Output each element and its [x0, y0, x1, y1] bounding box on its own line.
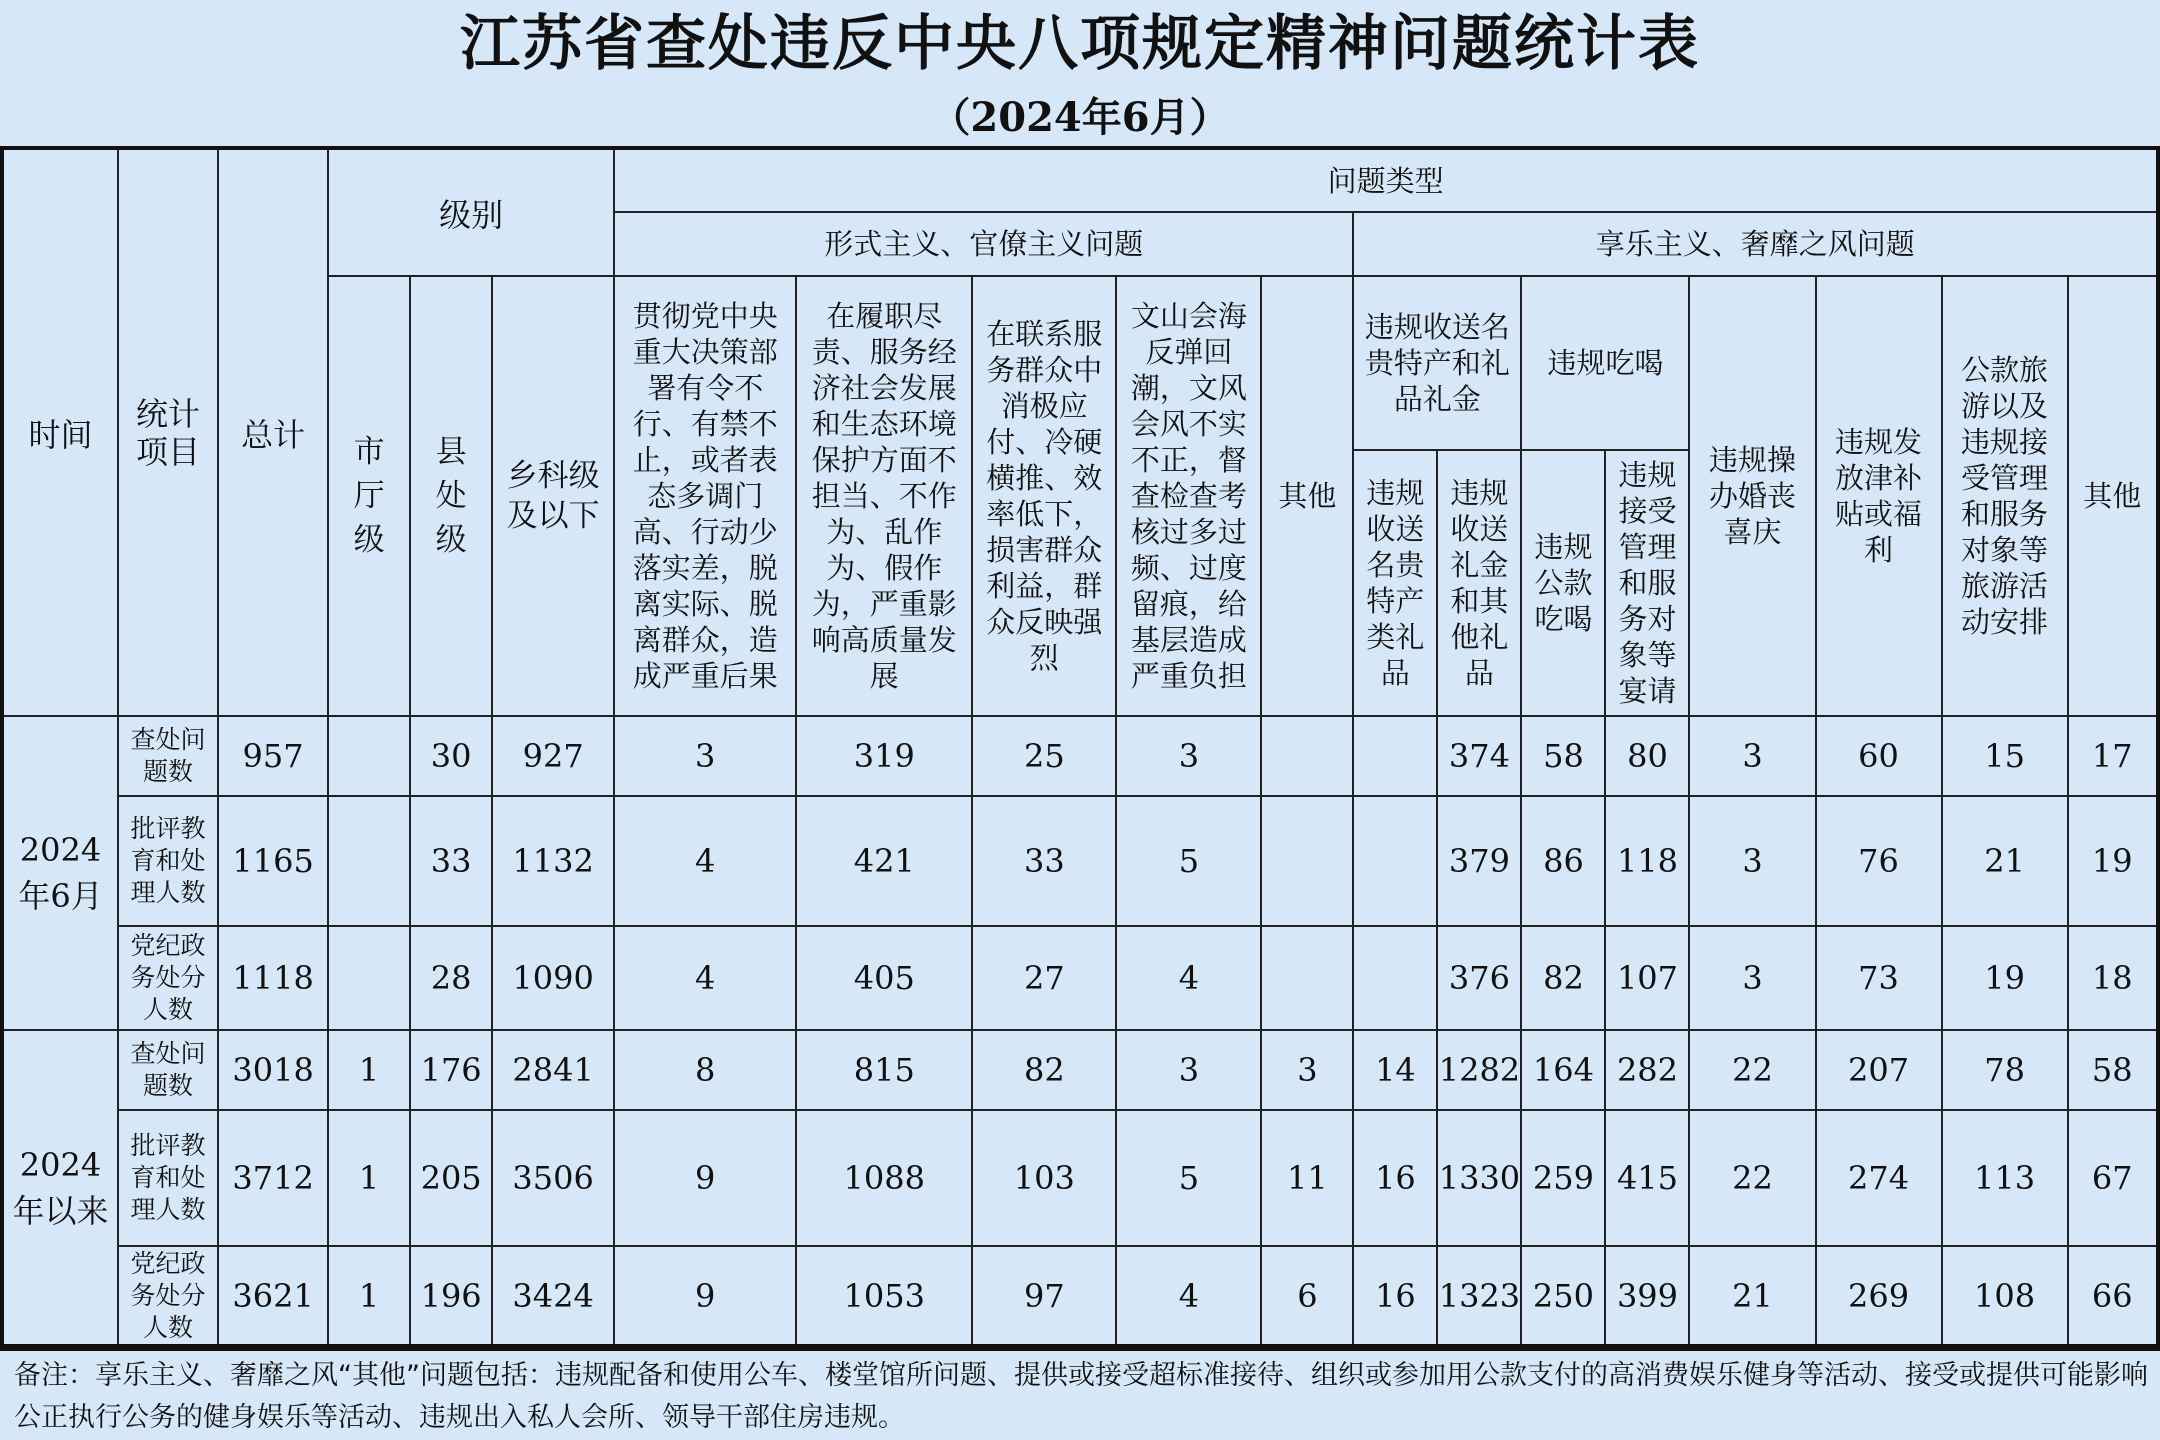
cell: 4 — [614, 926, 796, 1030]
cell: 269 — [1816, 1246, 1942, 1346]
header-f4: 文山会海反弹回潮，文风会风不实不正，督查检查考核过多过频、过度留痕，给基层造成严重负担 — [1116, 276, 1261, 716]
cell-total: 3018 — [218, 1030, 328, 1110]
row-item: 查处问题数 — [118, 716, 218, 796]
cell: 97 — [972, 1246, 1116, 1346]
cell: 60 — [1816, 716, 1942, 796]
cell: 421 — [796, 796, 972, 926]
row-item: 批评教育和处理人数 — [118, 1110, 218, 1246]
cell — [1353, 796, 1437, 926]
cell: 118 — [1605, 796, 1689, 926]
cell: 19 — [1942, 926, 2068, 1030]
cell: 80 — [1605, 716, 1689, 796]
page-title: 江苏省查处违反中央八项规定精神问题统计表 — [460, 9, 1700, 79]
header-eat2: 违规接受管理和服务对象等宴请 — [1605, 450, 1689, 716]
cell: 3506 — [492, 1110, 614, 1246]
cell: 30 — [410, 716, 492, 796]
cell: 4 — [1116, 926, 1261, 1030]
header-time: 时间 — [2, 148, 118, 716]
cell: 82 — [1521, 926, 1605, 1030]
header-f5: 其他 — [1261, 276, 1353, 716]
cell: 3 — [1116, 1030, 1261, 1110]
cell — [1353, 926, 1437, 1030]
cell-total: 1118 — [218, 926, 328, 1030]
cell: 16 — [1353, 1246, 1437, 1346]
cell: 18 — [2068, 926, 2158, 1030]
header-level: 级别 — [328, 148, 614, 276]
table-row — [2, 716, 2158, 796]
cell: 67 — [2068, 1110, 2158, 1246]
cell: 9 — [614, 1246, 796, 1346]
cell: 28 — [410, 926, 492, 1030]
cell: 1 — [328, 1246, 410, 1346]
cell: 176 — [410, 1030, 492, 1110]
table-row — [2, 796, 2158, 926]
cell: 4 — [614, 796, 796, 926]
header-gift1: 违规收送名贵特产类礼品 — [1353, 450, 1437, 716]
header-wedding: 违规操办婚丧喜庆 — [1689, 276, 1815, 716]
header-item: 统计项目 — [118, 148, 218, 716]
cell: 1088 — [796, 1110, 972, 1246]
cell: 379 — [1437, 796, 1521, 926]
cell: 82 — [972, 1030, 1116, 1110]
header-subsidy: 违规发放津补贴或福利 — [1816, 276, 1942, 716]
cell: 207 — [1816, 1030, 1942, 1110]
header-level-township: 乡科级及以下 — [492, 276, 614, 716]
cell: 282 — [1605, 1030, 1689, 1110]
cell: 405 — [796, 926, 972, 1030]
cell: 19 — [2068, 796, 2158, 926]
header-eat: 违规吃喝 — [1521, 276, 1689, 450]
cell: 14 — [1353, 1030, 1437, 1110]
table-row — [2, 926, 2158, 1030]
cell: 15 — [1942, 716, 2068, 796]
cell: 108 — [1942, 1246, 2068, 1346]
cell: 164 — [1521, 1030, 1605, 1110]
header-f3: 在联系服务群众中消极应付、冷硬横推、效率低下，损害群众利益，群众反映强烈 — [972, 276, 1116, 716]
cell: 5 — [1116, 796, 1261, 926]
cell-total: 3621 — [218, 1246, 328, 1346]
header-level-city: 市厅级 — [328, 276, 410, 716]
header-level-county: 县处级 — [410, 276, 492, 716]
header-hedonism: 享乐主义、奢靡之风问题 — [1353, 212, 2158, 276]
cell: 3 — [1261, 1030, 1353, 1110]
cell: 3424 — [492, 1246, 614, 1346]
cell: 27 — [972, 926, 1116, 1030]
cell: 113 — [1942, 1110, 2068, 1246]
header-f2: 在履职尽责、服务经济社会发展和生态环境保护方面不担当、不作为、乱作为、假作为，严重影响高质量发展 — [796, 276, 972, 716]
row-item: 党纪政务处分人数 — [118, 926, 218, 1030]
header-gift2: 违规收送礼金和其他礼品 — [1437, 450, 1521, 716]
row-item: 查处问题数 — [118, 1030, 218, 1110]
header-f1: 贯彻党中央重大决策部署有令不行、有禁不止，或者表态多调门高、行动少落实差，脱离实际、脱离群众，造成严重后果 — [614, 276, 796, 716]
period-cell: 2024年以来 — [2, 1030, 118, 1346]
page-subtitle: （2024年6月） — [930, 94, 1230, 141]
header-problem-type: 问题类型 — [614, 148, 2158, 212]
cell: 107 — [1605, 926, 1689, 1030]
cell — [328, 796, 410, 926]
cell: 73 — [1816, 926, 1942, 1030]
cell: 3 — [614, 716, 796, 796]
cell: 8 — [614, 1030, 796, 1110]
cell: 3 — [1116, 716, 1261, 796]
cell: 399 — [1605, 1246, 1689, 1346]
cell: 3 — [1689, 796, 1815, 926]
cell: 25 — [972, 716, 1116, 796]
header-total: 总计 — [218, 148, 328, 716]
footnote: 备注：享乐主义、奢靡之风“其他”问题包括：违规配备和使用公车、楼堂馆所问题、提供或接受超标准接待、组织或参加用公款支付的高消费娱乐健身等活动、接受或提供可能影响公正执行公务的健身娱乐等活动、违规出入私人会所、领导干部住房违规。 — [0, 1348, 2160, 1440]
cell: 33 — [410, 796, 492, 926]
cell-total: 957 — [218, 716, 328, 796]
cell — [1261, 716, 1353, 796]
cell — [1353, 716, 1437, 796]
table-row — [2, 1246, 2158, 1346]
cell: 274 — [1816, 1110, 1942, 1246]
cell: 415 — [1605, 1110, 1689, 1246]
cell: 17 — [2068, 716, 2158, 796]
cell: 259 — [1521, 1110, 1605, 1246]
header-other: 其他 — [2068, 276, 2158, 716]
header-formalism: 形式主义、官僚主义问题 — [614, 212, 1353, 276]
cell: 2841 — [492, 1030, 614, 1110]
cell: 205 — [410, 1110, 492, 1246]
cell: 76 — [1816, 796, 1942, 926]
cell: 1323 — [1437, 1246, 1521, 1346]
row-item: 批评教育和处理人数 — [118, 796, 218, 926]
cell: 33 — [972, 796, 1116, 926]
row-item: 党纪政务处分人数 — [118, 1246, 218, 1346]
cell: 1 — [328, 1110, 410, 1246]
cell: 1053 — [796, 1246, 972, 1346]
cell: 11 — [1261, 1110, 1353, 1246]
header-travel: 公款旅游以及违规接受管理和服务对象等旅游活动安排 — [1942, 276, 2068, 716]
cell: 927 — [492, 716, 614, 796]
cell: 250 — [1521, 1246, 1605, 1346]
cell: 6 — [1261, 1246, 1353, 1346]
cell: 319 — [796, 716, 972, 796]
cell: 86 — [1521, 796, 1605, 926]
cell: 1 — [328, 1030, 410, 1110]
cell: 5 — [1116, 1110, 1261, 1246]
cell — [1261, 926, 1353, 1030]
cell: 66 — [2068, 1246, 2158, 1346]
cell: 374 — [1437, 716, 1521, 796]
cell: 78 — [1942, 1030, 2068, 1110]
cell — [1261, 796, 1353, 926]
cell-total: 1165 — [218, 796, 328, 926]
statistics-table — [0, 146, 2160, 1348]
cell — [328, 716, 410, 796]
cell: 1090 — [492, 926, 614, 1030]
cell: 21 — [1942, 796, 2068, 926]
cell: 21 — [1689, 1246, 1815, 1346]
cell: 1330 — [1437, 1110, 1521, 1246]
cell: 376 — [1437, 926, 1521, 1030]
cell: 1282 — [1437, 1030, 1521, 1110]
period-cell: 2024年6月 — [2, 716, 118, 1030]
cell: 58 — [2068, 1030, 2158, 1110]
cell: 3 — [1689, 716, 1815, 796]
header-eat1: 违规公款吃喝 — [1521, 450, 1605, 716]
cell: 815 — [796, 1030, 972, 1110]
cell: 1132 — [492, 796, 614, 926]
table-row — [2, 1110, 2158, 1246]
cell: 196 — [410, 1246, 492, 1346]
cell — [328, 926, 410, 1030]
header-gift: 违规收送名贵特产和礼品礼金 — [1353, 276, 1521, 450]
cell: 22 — [1689, 1030, 1815, 1110]
table-row — [2, 1030, 2158, 1110]
cell: 16 — [1353, 1110, 1437, 1246]
cell: 103 — [972, 1110, 1116, 1246]
cell: 4 — [1116, 1246, 1261, 1346]
cell-total: 3712 — [218, 1110, 328, 1246]
cell: 58 — [1521, 716, 1605, 796]
cell: 22 — [1689, 1110, 1815, 1246]
cell: 3 — [1689, 926, 1815, 1030]
cell: 9 — [614, 1110, 796, 1246]
